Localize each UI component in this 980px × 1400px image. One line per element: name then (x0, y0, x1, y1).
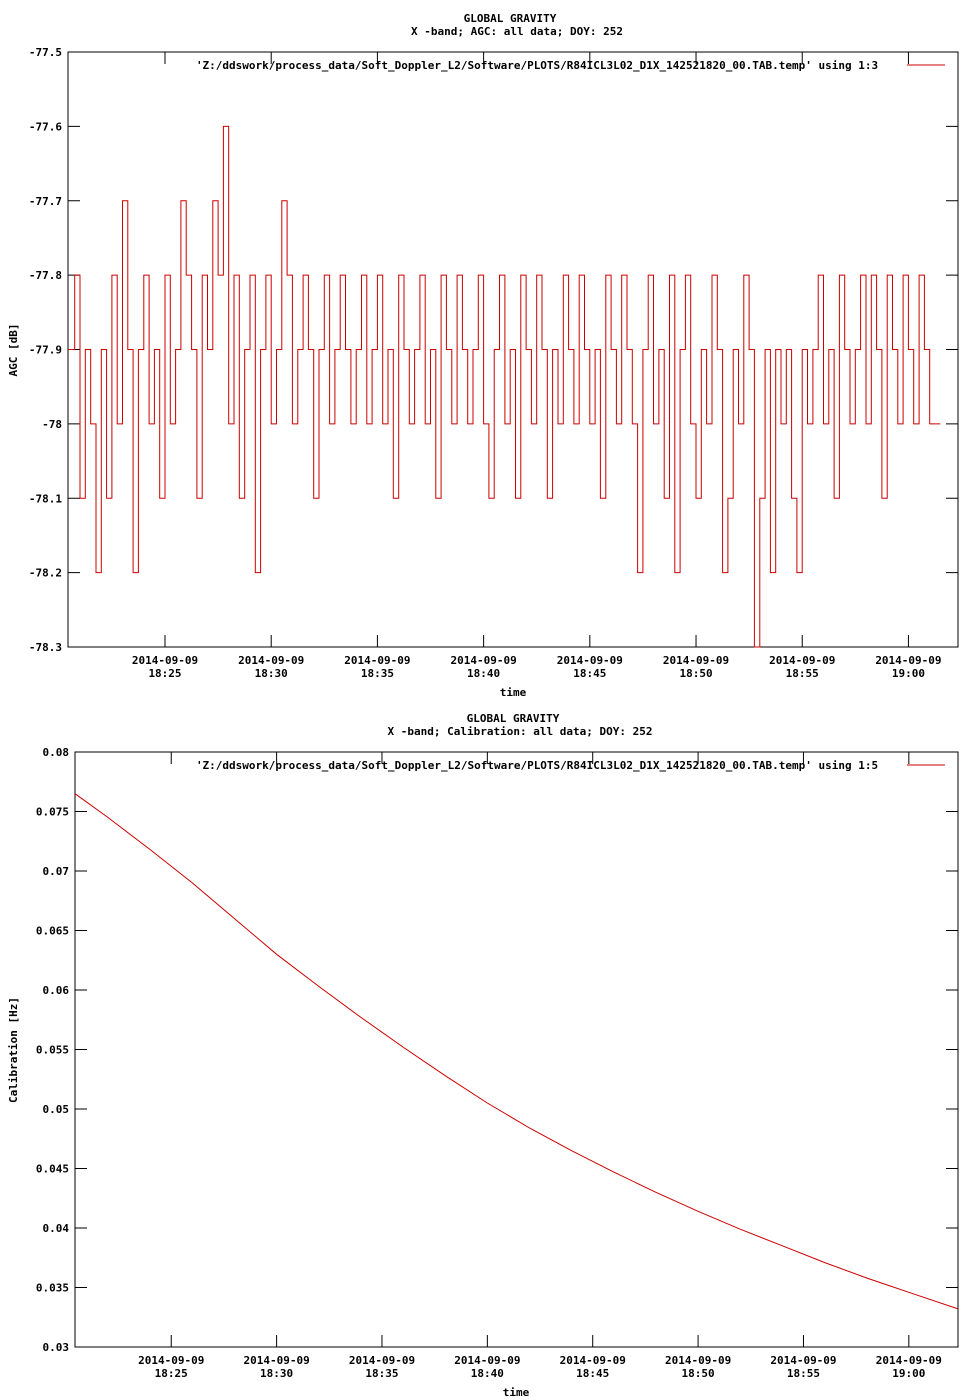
x-tick-time: 18:35 (365, 1367, 399, 1380)
x-tick-time: 18:35 (360, 667, 394, 680)
y-tick-label: 0.045 (35, 1162, 69, 1176)
y-tick-label: -77.8 (28, 269, 62, 283)
x-tick-time: 18:40 (467, 667, 501, 680)
y-tick-label: 0.03 (42, 1341, 69, 1354)
chart-title: GLOBAL GRAVITY (466, 712, 560, 725)
y-axis-label: Calibration [Hz] (7, 997, 20, 1103)
x-tick-date: 2014-09-09 (243, 1354, 310, 1367)
y-tick-label: -78.1 (28, 492, 62, 506)
chart-title: GLOBAL GRAVITY (463, 12, 557, 25)
legend-label: 'Z:/ddswork/process_data/Soft_Doppler_L2/Software/PLOTS/R84ICL3L02_D1X_142521820_00.TAB.temp' using 1:5 (195, 759, 879, 772)
x-tick-date: 2014-09-09 (138, 1354, 205, 1367)
x-tick-time: 19:00 (891, 667, 926, 680)
x-tick-time: 18:30 (260, 1367, 294, 1380)
y-tick-label: 0.07 (42, 865, 69, 878)
y-tick-label: -77.9 (28, 343, 62, 357)
series-line (75, 794, 958, 1309)
y-tick-label: 0.055 (35, 1043, 69, 1057)
x-tick-time: 18:50 (679, 667, 713, 680)
y-tick-label: 0.075 (35, 805, 69, 819)
y-tick-label: -77.7 (28, 194, 62, 208)
x-tick-date: 2014-09-09 (662, 654, 730, 667)
chart-subtitle: X -band; AGC: all data; DOY: 252 (411, 25, 623, 38)
y-tick-label: 0.05 (42, 1103, 69, 1116)
x-tick-date: 2014-09-09 (344, 654, 411, 667)
x-tick-time: 18:45 (576, 1367, 610, 1380)
y-tick-label: -77.6 (28, 120, 62, 134)
x-tick-date: 2014-09-09 (454, 1354, 521, 1367)
x-tick-time: 18:40 (470, 1367, 504, 1380)
y-tick-label: -78.3 (28, 641, 62, 654)
x-tick-time: 18:55 (785, 667, 819, 680)
x-tick-date: 2014-09-09 (770, 1354, 837, 1367)
y-tick-label: -77.5 (28, 46, 62, 59)
y-tick-label: 0.04 (42, 1222, 69, 1235)
x-axis-label: time (502, 1386, 530, 1399)
x-tick-time: 18:45 (573, 667, 607, 680)
x-tick-date: 2014-09-09 (556, 654, 623, 667)
y-tick-label: 0.06 (42, 984, 69, 997)
x-tick-date: 2014-09-09 (238, 654, 305, 667)
agc-chart (7, 12, 958, 699)
x-tick-time: 18:25 (154, 1367, 188, 1380)
y-axis-label: AGC [dB] (7, 323, 20, 377)
y-tick-label: -78 (42, 417, 62, 431)
chart-subtitle: X -band; Calibration: all data; DOY: 252 (387, 725, 653, 738)
x-tick-date: 2014-09-09 (664, 1354, 732, 1367)
y-tick-label: 0.065 (35, 924, 69, 938)
y-tick-label: 0.08 (42, 746, 69, 759)
x-tick-date: 2014-09-09 (450, 654, 517, 667)
x-tick-time: 18:55 (786, 1367, 821, 1380)
calibration-chart (7, 712, 958, 1399)
x-tick-time: 18:50 (681, 1367, 715, 1380)
y-tick-label: 0.035 (35, 1281, 69, 1295)
legend-label: 'Z:/ddswork/process_data/Soft_Doppler_L2/Software/PLOTS/R84ICL3L02_D1X_142521820_00.TAB.temp' using 1:3 (195, 59, 879, 72)
x-tick-date: 2014-09-09 (559, 1354, 626, 1367)
plot-frame (75, 752, 958, 1347)
x-tick-time: 19:00 (892, 1367, 926, 1380)
x-tick-date: 2014-09-09 (769, 654, 836, 667)
x-tick-time: 18:25 (148, 667, 182, 680)
x-axis-label: time (499, 686, 527, 699)
y-tick-label: -78.2 (28, 566, 62, 580)
x-tick-time: 18:30 (254, 667, 288, 680)
x-tick-date: 2014-09-09 (131, 654, 199, 667)
x-tick-date: 2014-09-09 (875, 1354, 942, 1367)
x-tick-date: 2014-09-09 (348, 1354, 416, 1367)
x-tick-date: 2014-09-09 (875, 654, 942, 667)
series-line (68, 126, 940, 647)
